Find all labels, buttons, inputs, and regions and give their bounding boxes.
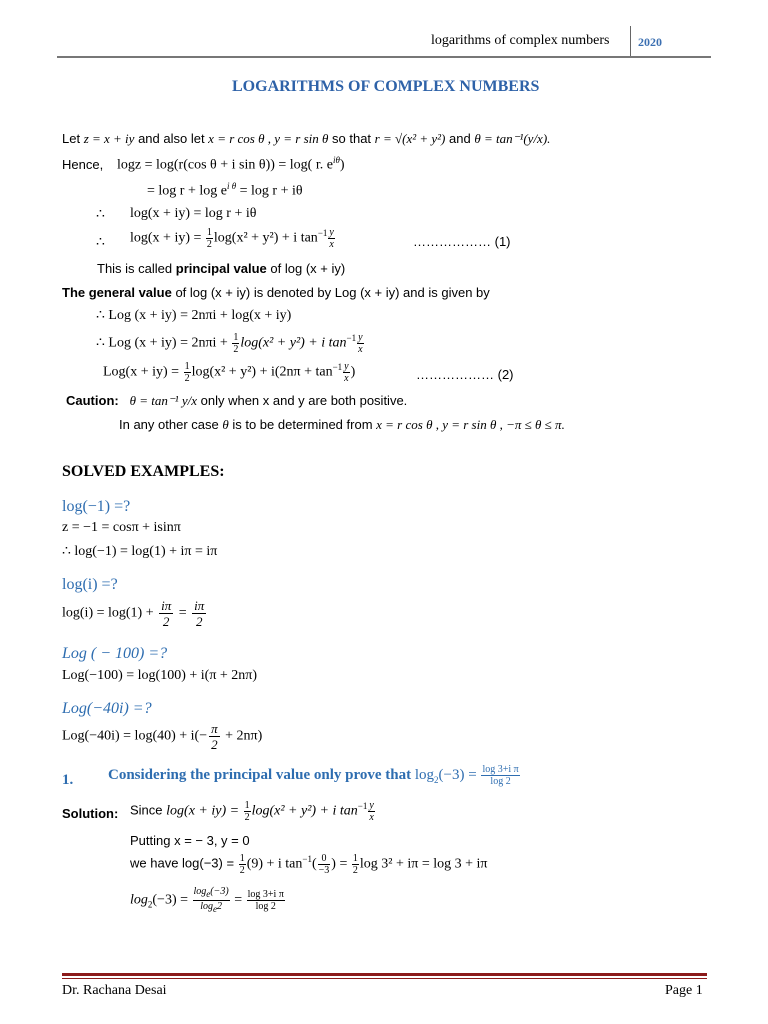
principal-value-note: This is called principal value of log (x + iy) <box>97 261 346 276</box>
general-equation-2: ∴ Log (x + iy) = 2nπi + $\frac{1}{2}$ log(x² + y²) + i $\tan^{-1}$ $\frac{y}{x}$ <box>96 332 363 355</box>
footer-rule-dark <box>62 973 707 976</box>
fraction-i-pi-over-2: $\frac{i\pi}{2}$ <box>161 598 172 629</box>
example-2-line-1: log(i) = log(1) + $\frac{i\pi}{2}$ = $\frac{i\pi}{2}$ <box>62 598 205 629</box>
example-1-line-1: z = −1 = cosπ + isinπ <box>62 520 181 535</box>
fraction-half: $\frac{1}{2}$ <box>244 800 250 823</box>
example-2-question: log(i) =? <box>62 576 118 593</box>
footer-rule-light <box>62 978 707 979</box>
general-value-note: The general value of log (x + iy) is denoted by Log (x + iy) and is given by <box>62 285 490 300</box>
equation-principal-value: log(x + iy) = $\frac{1}{2}$ log(x² + y²) + i $\tan^{-1}$ $\frac{y}{x}$ <box>130 227 334 250</box>
therefore-symbol: ∴ <box>96 207 105 222</box>
fraction-half: $\frac{1}{2}$ <box>239 853 245 876</box>
footer-author: Dr. Rachana Desai <box>62 983 167 998</box>
fraction-y-over-x: $\frac{y}{x}$ <box>358 332 363 355</box>
intro-line-1: Let z = x + iy and also let x = r cos θ , y = r sin θ so that r = √(x² + y²) and θ = tan⁻¹(y/x). <box>62 131 551 146</box>
example-3-question: Log ( − 100) =? <box>62 645 168 662</box>
fraction-y-over-x: $\frac{y}{x}$ <box>329 227 334 250</box>
fraction-log3-over-log2: $\frac{\text{log 3+i π}}{\log 2}$ <box>247 889 284 912</box>
example-3-line-1: Log(−100) = log(100) + i(π + 2nπ) <box>62 668 258 683</box>
caution-line: Caution: θ = tan⁻¹ y/x only when x and y are both positive. <box>66 393 408 408</box>
general-equation-3: Log(x + iy) = $\frac{1}{2}$ $\log(x^2 + y^2) + i(2n\pi + \tan^{-1}$ $\frac{y}{x}$ ) <box>103 361 356 384</box>
problem-number: 1. <box>62 772 74 788</box>
general-equation-1: ∴ Log (x + iy) = 2nπi + log(x + iy) <box>96 308 292 323</box>
solution-line-2: Putting x = − 3, y = 0 <box>130 833 250 848</box>
fraction-y-over-x: $\frac{y}{x}$ <box>344 361 349 384</box>
running-header-title: logarithms of complex numbers <box>431 33 610 48</box>
example-4-question: Log(−40i) =? <box>62 700 152 717</box>
solved-examples-heading: SOLVED EXAMPLES: <box>62 463 225 480</box>
problem-statement: Considering the principal value only prove that $\log_2(-3)$ = $\frac{\text{log 3+i π}}{\log 2}$ <box>108 764 519 787</box>
fraction-log3-over-log2: $\frac{\text{log 3+i π}}{\log 2}$ <box>482 764 519 787</box>
solution-line-1: Since log(x + iy) = $\frac{1}{2}$ log(x² + y²) + i $\tan^{-1}$ $\frac{y}{x}$ <box>130 800 374 823</box>
example-4-line-1: Log(−40i) = log(40) + i(− $\frac{\pi}{2}$ + 2nπ) <box>62 721 263 752</box>
fraction-zero-over-neg3: $\frac{0}{-3}$ <box>318 853 330 876</box>
example-1-question: log(−1) =? <box>62 498 131 515</box>
fraction-half: $\frac{1}{2}$ <box>206 227 212 250</box>
example-1-line-2: ∴ log(−1) = log(1) + iπ = iπ <box>62 544 218 559</box>
fraction-y-over-x: $\frac{y}{x}$ <box>369 800 374 823</box>
equation-log-x-iy: log(x + iy) = log r + iθ <box>130 206 257 221</box>
fraction-pi-over-2: $\frac{\pi}{2}$ <box>211 721 218 752</box>
solution-label: Solution: <box>62 806 119 821</box>
solution-line-4: $\log_2(-3)$ = $\frac{\log_e(-3)}{\log_e2}$ = $\frac{\text{log 3+i π}}{\log 2}$ <box>130 886 284 914</box>
hence-label: Hence, <box>62 157 104 172</box>
fraction-half: $\frac{1}{2}$ <box>233 332 239 355</box>
therefore-symbol-2: ∴ <box>96 235 105 250</box>
footer-page-number: Page 1 <box>665 983 703 998</box>
equation-log-r: = $\log r + \log e^{i \theta} = \log r + i\theta$ <box>147 181 303 199</box>
hence-equation: logz = log(r(cos θ + i sin θ)) = log( r. $e^{i\theta}$) <box>117 155 345 173</box>
equation-ref-2: ……………… (2) <box>416 367 514 382</box>
page-title: LOGARITHMS OF COMPLEX NUMBERS <box>232 78 540 95</box>
fraction-half: $\frac{1}{2}$ <box>184 361 190 384</box>
fraction-loge3-over-loge2: $\frac{\log_e(-3)}{\log_e2}$ <box>193 886 229 914</box>
header-divider <box>630 26 631 58</box>
equation-ref-1: ……………… (1) <box>413 234 511 249</box>
fraction-half: $\frac{1}{2}$ <box>352 853 358 876</box>
fraction-i-pi-over-2: $\frac{i\pi}{2}$ <box>194 598 205 629</box>
caution-line-2: In any other case θ is to be determined from x = r cos θ , y = r sin θ , −π ≤ θ ≤ π. <box>119 417 565 432</box>
solution-line-3: we have log(−3) = $\frac{1}{2}$ (9) + i $\tan^{-1}$( $\frac{0}{-3}$ ) = $\frac{1}{2}$ log 3² + iπ = log 3 + iπ <box>130 853 488 876</box>
header-year: 2020 <box>638 35 662 49</box>
header-rule <box>57 56 711 58</box>
